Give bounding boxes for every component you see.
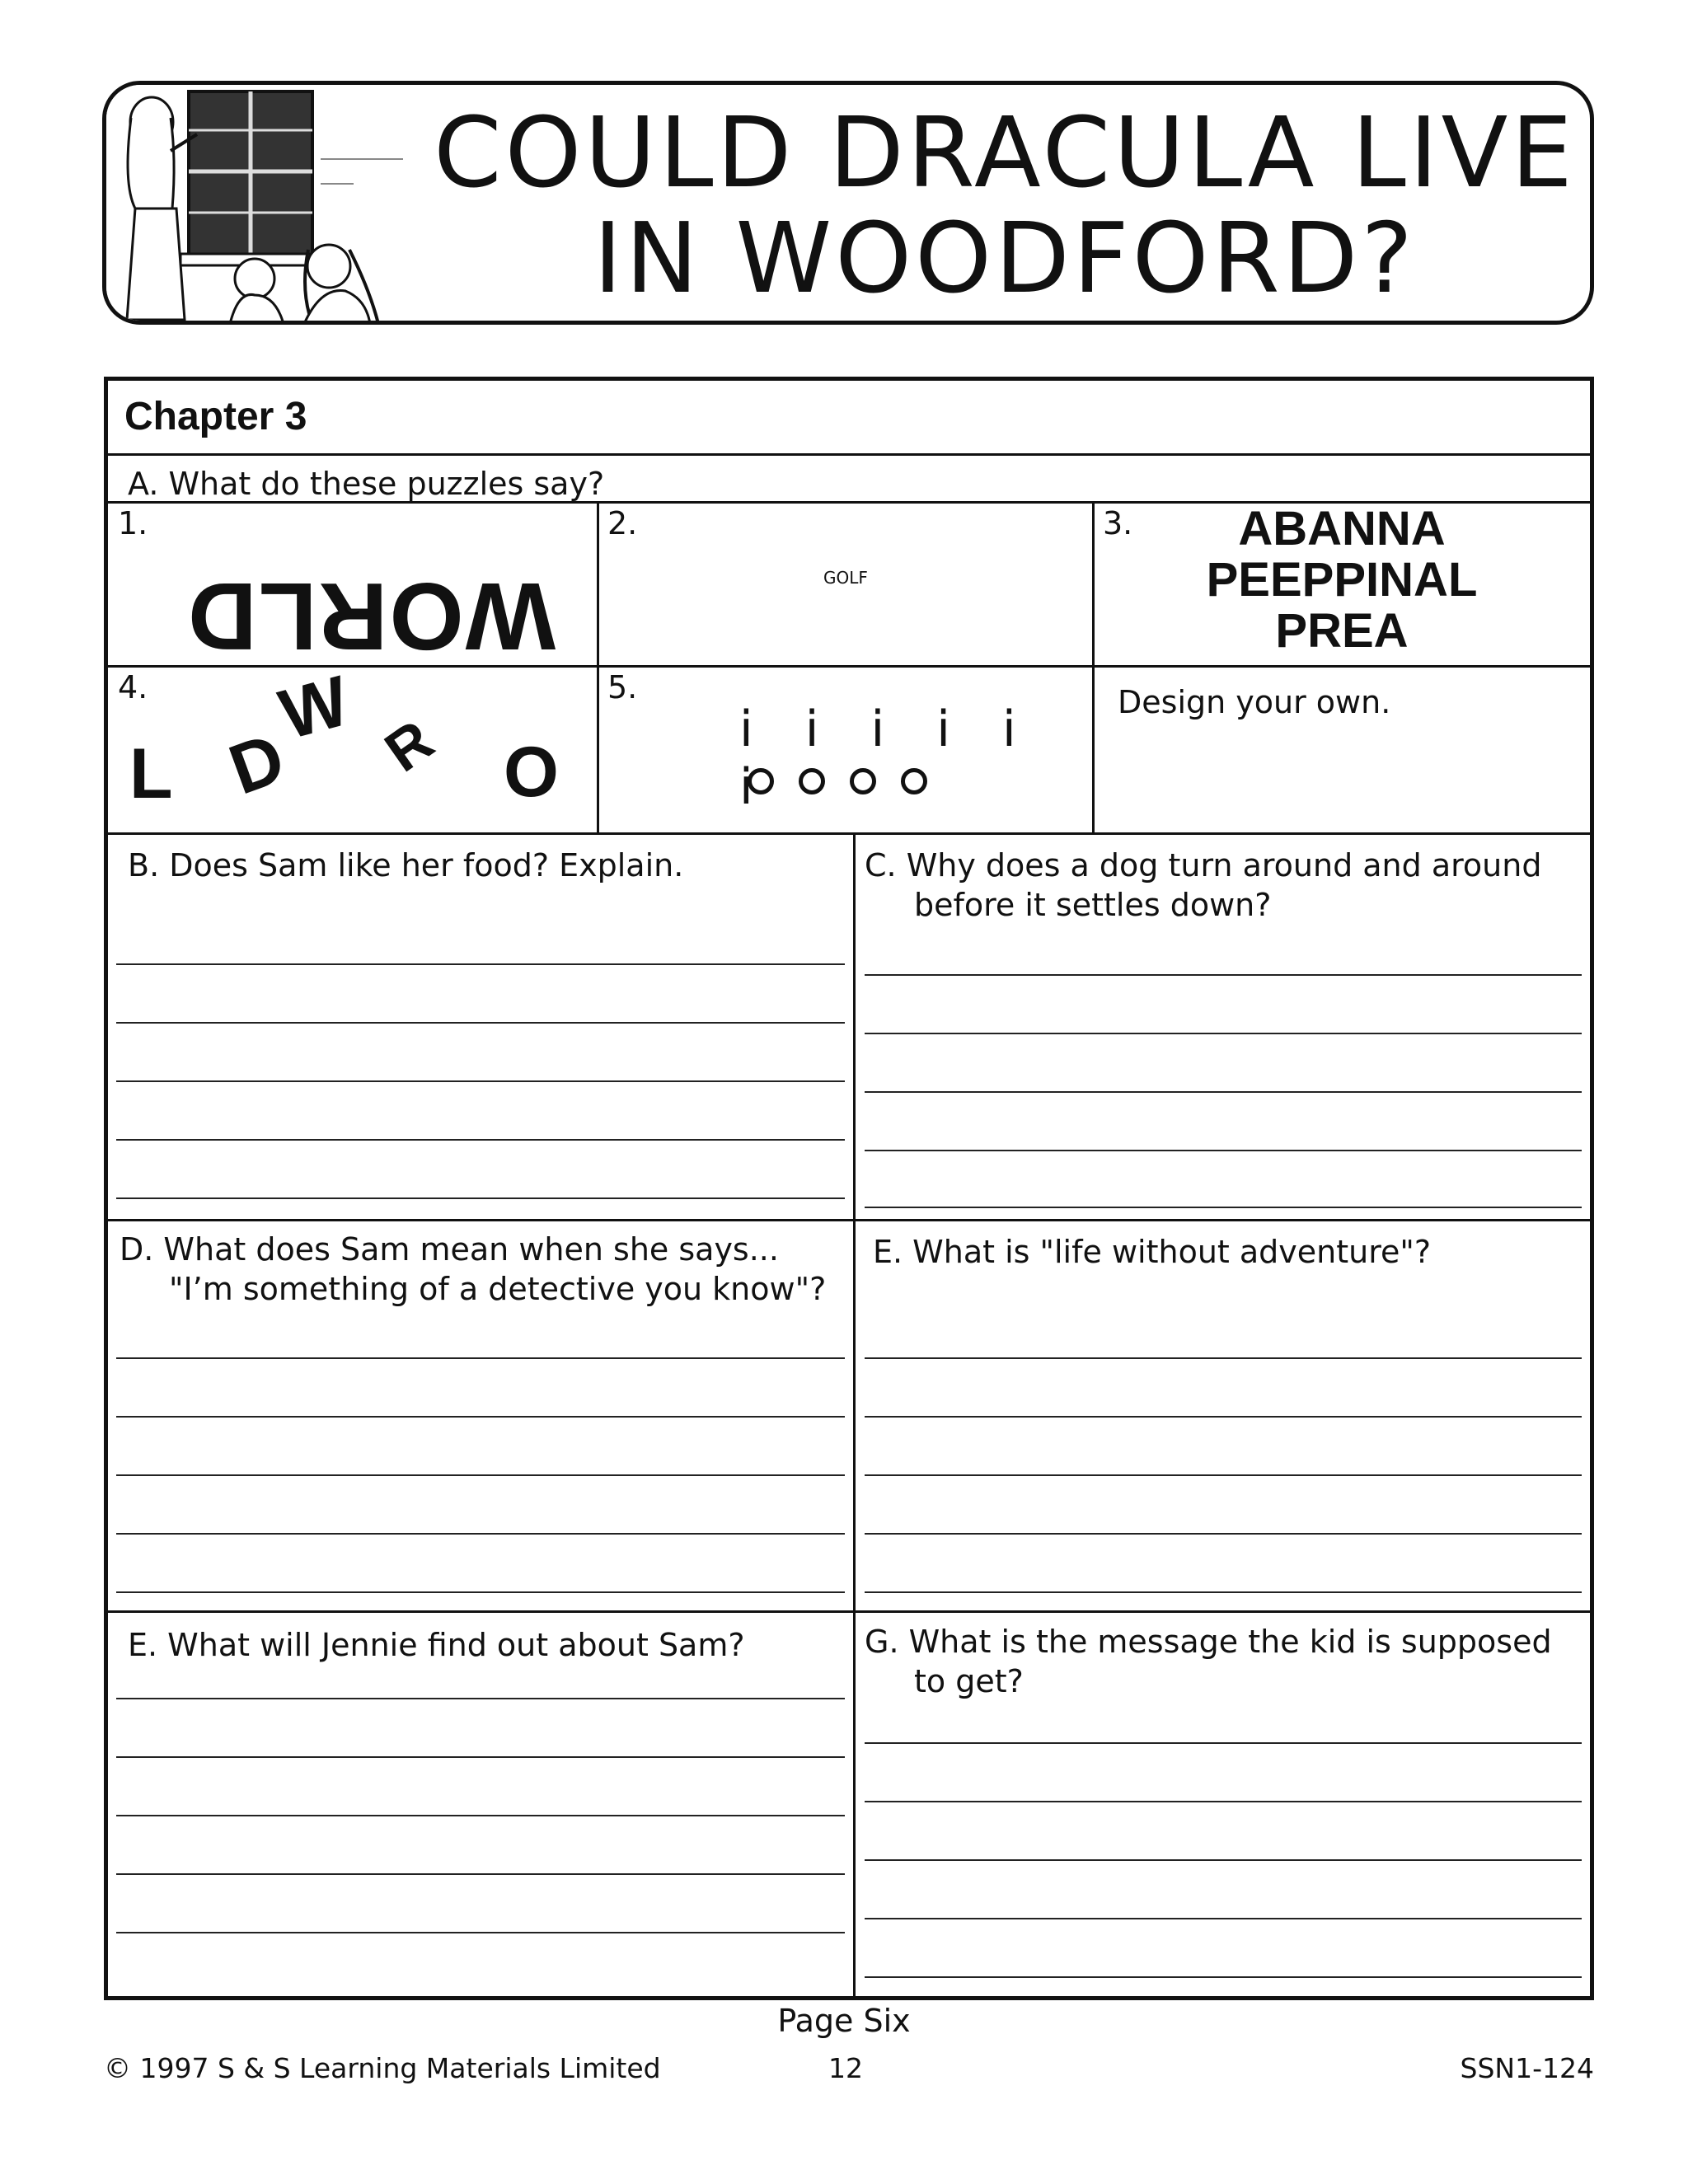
divider bbox=[108, 453, 1590, 456]
puzzle-1 bbox=[108, 504, 597, 670]
title-banner bbox=[102, 81, 1594, 325]
answer-line[interactable] bbox=[116, 1022, 845, 1024]
answer-line[interactable] bbox=[865, 1091, 1582, 1093]
puzzle-3-line: PEEPPINAL bbox=[1206, 553, 1478, 607]
girls-at-window-illustration bbox=[106, 85, 411, 324]
question-d bbox=[120, 1230, 826, 1309]
chapter-heading: Chapter 3 bbox=[124, 395, 307, 438]
question-g bbox=[865, 1622, 1552, 1701]
question-d-text: D. What does Sam mean when she says... bbox=[120, 1231, 779, 1268]
answer-line[interactable] bbox=[865, 1859, 1582, 1861]
answer-line[interactable] bbox=[865, 1976, 1582, 1978]
puzzle-5-letters: i i i i i i bbox=[739, 701, 1034, 816]
puzzle-3-line: PREA bbox=[1275, 604, 1409, 658]
answer-line[interactable] bbox=[116, 1197, 845, 1199]
page-title bbox=[420, 96, 1590, 315]
answer-line[interactable] bbox=[865, 1918, 1582, 1919]
puzzle-3-words bbox=[1177, 504, 1507, 657]
divider bbox=[108, 832, 1590, 835]
question-e-text: E. What is "life without adventure"? bbox=[873, 1234, 1432, 1270]
title-line-2: IN WOODFORD? bbox=[593, 201, 1417, 315]
answer-line[interactable] bbox=[865, 1474, 1582, 1476]
puzzle-4-letter: L bbox=[129, 734, 173, 813]
answer-line[interactable] bbox=[116, 1533, 845, 1535]
question-e-adventure bbox=[873, 1232, 1431, 1272]
puzzle-5-circle bbox=[901, 768, 927, 794]
answer-line[interactable] bbox=[865, 1533, 1582, 1535]
puzzle-number: 4. bbox=[118, 669, 148, 705]
question-b-text: B. Does Sam like her food? Explain. bbox=[128, 847, 684, 883]
puzzle-2 bbox=[599, 504, 1092, 665]
answer-line[interactable] bbox=[865, 974, 1582, 976]
puzzle-5-circle bbox=[850, 768, 876, 794]
puzzle-4-letter: D bbox=[219, 718, 295, 810]
puzzle-2-tiny-word: GOLF bbox=[823, 568, 868, 588]
puzzle-4-letter: R bbox=[373, 707, 445, 785]
divider bbox=[108, 1610, 1590, 1613]
puzzle-1-upside-down-word: WORLD bbox=[186, 563, 556, 670]
question-c-text: before it settles down? bbox=[914, 887, 1272, 923]
question-e-jennie bbox=[128, 1625, 745, 1665]
answer-line[interactable] bbox=[116, 1591, 845, 1593]
answer-line[interactable] bbox=[865, 1591, 1582, 1593]
section-a-prompt: A. What do these puzzles say? bbox=[128, 466, 605, 502]
puzzle-6-prompt: Design your own. bbox=[1118, 684, 1391, 720]
question-d-text: "I’m something of a detective you know"? bbox=[169, 1271, 827, 1307]
product-code: SSN1-124 bbox=[1460, 2052, 1594, 2084]
answer-line[interactable] bbox=[116, 1416, 845, 1418]
answer-line[interactable] bbox=[116, 1080, 845, 1082]
answer-line[interactable] bbox=[865, 1801, 1582, 1802]
answer-line[interactable] bbox=[116, 1873, 845, 1875]
answer-line[interactable] bbox=[116, 1932, 845, 1933]
puzzle-4-letter: W bbox=[271, 661, 358, 755]
answer-line[interactable] bbox=[865, 1033, 1582, 1034]
worksheet-box bbox=[104, 377, 1594, 2000]
answer-line[interactable] bbox=[865, 1150, 1582, 1151]
answer-line[interactable] bbox=[865, 1416, 1582, 1418]
answer-line[interactable] bbox=[116, 963, 845, 965]
answer-line[interactable] bbox=[116, 1474, 845, 1476]
answer-line[interactable] bbox=[116, 1357, 845, 1359]
page-number: 12 bbox=[828, 2052, 863, 2084]
answer-line[interactable] bbox=[865, 1357, 1582, 1359]
puzzle-number: 5. bbox=[607, 669, 638, 705]
puzzle-3 bbox=[1095, 504, 1593, 665]
puzzle-4 bbox=[108, 661, 597, 832]
puzzle-5 bbox=[599, 668, 1092, 832]
answer-line[interactable] bbox=[116, 1698, 845, 1699]
question-g-text: to get? bbox=[914, 1663, 1024, 1699]
answer-line[interactable] bbox=[865, 1207, 1582, 1208]
puzzle-3-line: ABANNA bbox=[1238, 502, 1446, 555]
puzzle-5-circle bbox=[748, 768, 774, 794]
puzzle-5-circle bbox=[799, 768, 825, 794]
copyright-notice: © 1997 S & S Learning Materials Limited bbox=[104, 2052, 661, 2084]
title-line-1: COULD DRACULA LIVE bbox=[434, 96, 1576, 209]
puzzle-number: 1. bbox=[118, 505, 148, 541]
question-b bbox=[128, 846, 683, 885]
divider bbox=[853, 832, 856, 2000]
question-e-text: E. What will Jennie find out about Sam? bbox=[128, 1627, 745, 1663]
answer-line[interactable] bbox=[116, 1815, 845, 1816]
puzzle-number: 3. bbox=[1103, 505, 1133, 541]
question-g-text: G. What is the message the kid is supposed bbox=[865, 1624, 1552, 1660]
answer-line[interactable] bbox=[116, 1756, 845, 1758]
divider bbox=[108, 1219, 1590, 1221]
answer-line[interactable] bbox=[865, 1742, 1582, 1744]
question-c bbox=[865, 846, 1541, 925]
page-label: Page Six bbox=[777, 2003, 911, 2039]
puzzle-number: 2. bbox=[607, 505, 638, 541]
answer-line[interactable] bbox=[116, 1139, 845, 1141]
puzzle-6[interactable] bbox=[1095, 668, 1593, 832]
question-c-text: C. Why does a dog turn around and around bbox=[865, 847, 1542, 883]
puzzle-4-letter: O bbox=[504, 733, 559, 812]
